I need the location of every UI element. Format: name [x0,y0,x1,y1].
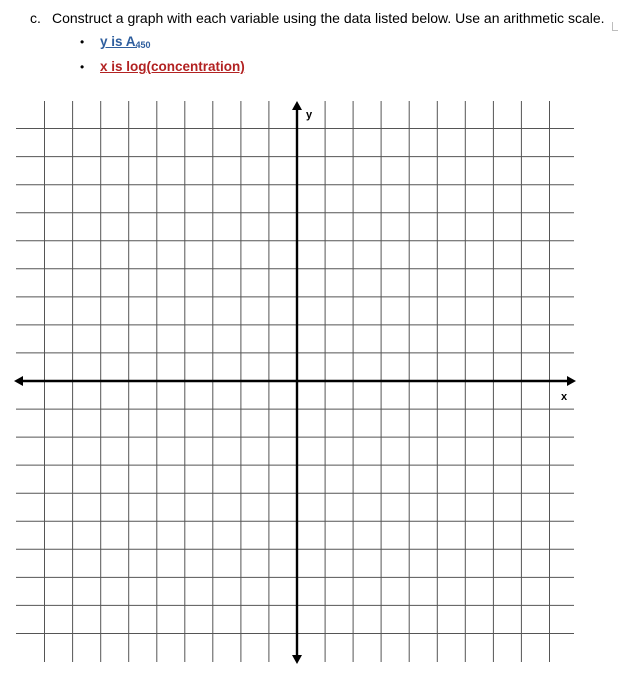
question-body: Construct a graph with each variable using the data listed below. Use an arithmetic scale. [52,10,605,26]
question-marker: c. [30,10,41,26]
bullet-dot: • [80,35,85,49]
y-axis-label: y [306,109,313,121]
x-axis-label: x [561,391,568,403]
y-variable-text: y is A [100,34,136,49]
x-variable-link[interactable]: x is log(concentration) [100,59,245,74]
x-axis-arrow-right [567,376,576,386]
y-axis-arrow-up [292,101,302,110]
bullet-dot: • [80,60,85,74]
x-axis-arrow-left [14,376,23,386]
y-variable-subscript: 450 [135,40,151,50]
y-axis-arrow-down [292,655,302,664]
axes [14,101,576,664]
